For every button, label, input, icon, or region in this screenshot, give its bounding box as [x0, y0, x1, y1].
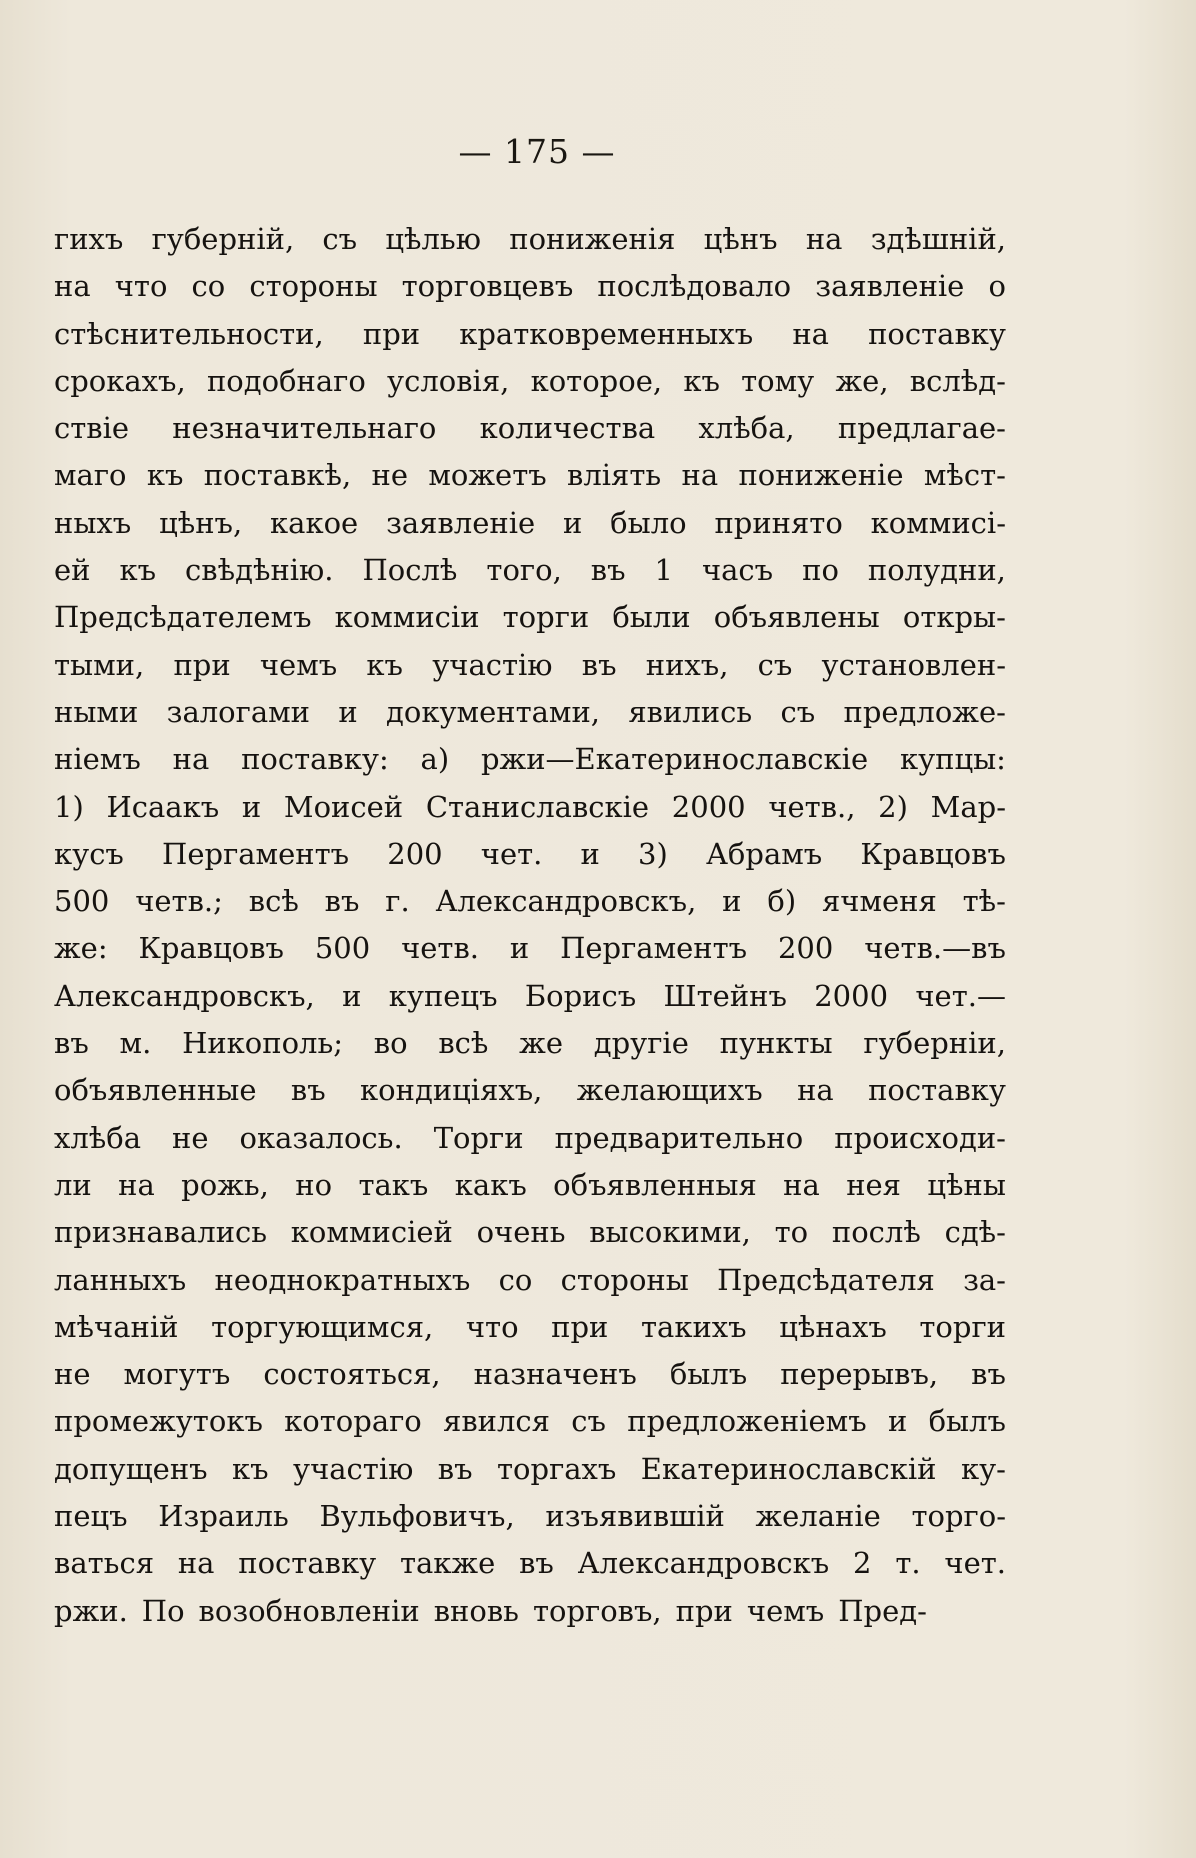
- word: на: [118, 1167, 155, 1202]
- word: маго: [54, 458, 127, 493]
- word: торгахъ: [497, 1451, 617, 1486]
- word: Моисей: [283, 789, 404, 824]
- word: мѣст-: [923, 458, 1006, 493]
- word: вліять: [567, 458, 662, 493]
- word: Пред-: [838, 1593, 927, 1628]
- word: объявлены: [713, 600, 880, 635]
- text-line: [54, 1209, 1006, 1256]
- word: Александровскъ,: [435, 884, 697, 919]
- word: Кравцовъ: [138, 931, 284, 966]
- word: промежутокъ: [54, 1404, 263, 1439]
- word: 500: [314, 931, 371, 966]
- word: состояться,: [263, 1357, 441, 1392]
- text-line: [54, 452, 1006, 499]
- word: 2: [853, 1546, 872, 1581]
- word: свѣдѣнію.: [185, 553, 334, 588]
- word: срокахъ,: [54, 363, 186, 398]
- word: здѣшній,: [870, 222, 1006, 256]
- word: торгующимся,: [211, 1309, 434, 1344]
- word: кондиціяхъ,: [360, 1073, 543, 1108]
- word: ржи—Екатеринославскіе: [480, 742, 869, 777]
- word: съ: [322, 222, 358, 256]
- word: что: [465, 1309, 519, 1344]
- word: Борисъ: [524, 978, 637, 1013]
- word: торго-: [911, 1499, 1006, 1534]
- word: ными: [54, 694, 139, 729]
- text-line: [54, 216, 1006, 263]
- word: во: [373, 1026, 408, 1061]
- word: на: [792, 316, 829, 351]
- word: Никополь;: [182, 1026, 344, 1061]
- word: съ: [757, 647, 793, 682]
- word: Пергаментъ: [560, 931, 748, 966]
- word: откры-: [902, 600, 1006, 635]
- word: на: [797, 1073, 834, 1108]
- word: предложе-: [843, 694, 1006, 729]
- body-text: [54, 216, 1006, 1635]
- word: мѣчаній: [54, 1309, 179, 1344]
- word: съ: [780, 694, 816, 729]
- word: признавались: [54, 1215, 268, 1250]
- word: кусъ: [54, 836, 124, 871]
- word: 500: [54, 884, 110, 919]
- text-line: [54, 1067, 1006, 1114]
- word: не: [172, 1120, 209, 1155]
- word: четв.: [401, 931, 480, 966]
- word: Вульфовичъ,: [319, 1499, 515, 1534]
- word: стѣснительности,: [54, 316, 324, 351]
- text-line: [54, 547, 1006, 594]
- text-line: [54, 594, 1006, 641]
- word: происходи-: [834, 1120, 1006, 1155]
- word: Александровскъ,: [54, 978, 315, 1013]
- text-line: [54, 1257, 1006, 1304]
- word: чет.: [944, 1546, 1006, 1581]
- word: Предсѣдателемъ: [54, 600, 312, 635]
- word: пункты: [719, 1026, 833, 1061]
- word: 1: [654, 553, 673, 588]
- word: при: [173, 647, 231, 682]
- word: поставку: [238, 1546, 377, 1581]
- word: неоднократныхъ: [214, 1262, 471, 1297]
- word: на: [783, 1167, 820, 1202]
- text-line: [54, 1115, 1006, 1162]
- word: желаніе: [755, 1499, 881, 1534]
- word: же: [519, 1026, 563, 1061]
- word: явились: [628, 694, 753, 729]
- word: но: [295, 1167, 333, 1202]
- word: изъявившій: [545, 1499, 725, 1534]
- text-line: [54, 1162, 1006, 1209]
- word: часъ: [701, 553, 774, 588]
- text-line: [54, 405, 1006, 452]
- word: ныхъ: [54, 505, 132, 540]
- word: По: [141, 1593, 185, 1628]
- word: цѣнахъ: [779, 1309, 887, 1344]
- word: поставкѣ,: [203, 458, 352, 493]
- word: было: [610, 505, 687, 540]
- word: же,: [835, 363, 889, 398]
- text-line: [54, 689, 1006, 736]
- word: купцы:: [899, 742, 1006, 777]
- word: другіе: [593, 1026, 689, 1061]
- word: хлѣба: [54, 1120, 142, 1155]
- word: а): [420, 742, 450, 777]
- word: цѣлью: [385, 222, 481, 256]
- word: рожь,: [181, 1167, 269, 1202]
- word: ячменя: [821, 884, 937, 919]
- word: оказалось.: [239, 1120, 403, 1155]
- word: какъ: [454, 1167, 527, 1202]
- word: установлен-: [821, 647, 1006, 682]
- text-line: [54, 736, 1006, 783]
- word: и: [722, 884, 742, 919]
- word: и: [241, 789, 262, 824]
- word: на: [172, 742, 210, 777]
- text-line: [54, 500, 1006, 547]
- text-line: [54, 1540, 1006, 1587]
- word: и: [580, 836, 600, 871]
- word: на: [805, 222, 843, 256]
- word: чет.: [480, 836, 543, 871]
- word: перерывъ,: [780, 1357, 939, 1392]
- word: и: [342, 978, 362, 1013]
- word: къ: [683, 363, 720, 398]
- word: вслѣд-: [909, 363, 1006, 398]
- word: и: [562, 505, 583, 540]
- word: Екатеринославскій: [640, 1451, 937, 1486]
- word: цѣнъ: [703, 222, 778, 256]
- word: Кравцовъ: [860, 836, 1006, 871]
- word: торги: [919, 1309, 1006, 1344]
- word: которое,: [530, 363, 663, 398]
- word: четв.—въ: [864, 931, 1006, 966]
- word: предложеніемъ: [627, 1404, 867, 1439]
- word: назначенъ: [473, 1357, 637, 1392]
- word: и: [887, 1404, 908, 1439]
- word: ланныхъ: [54, 1262, 187, 1297]
- word: заявленіе: [815, 269, 965, 304]
- word: предварительно: [554, 1120, 804, 1155]
- word: 200: [387, 836, 443, 871]
- word: при: [675, 1593, 733, 1628]
- word: явился: [443, 1404, 550, 1439]
- word: съ: [571, 1404, 606, 1439]
- word: заявленіе: [386, 505, 536, 540]
- word: м.: [119, 1026, 152, 1061]
- text-line: [54, 1446, 1006, 1493]
- word: ржи.: [54, 1593, 128, 1628]
- word: Абрамъ: [705, 836, 823, 871]
- text-line: [54, 1304, 1006, 1351]
- word: то: [774, 1215, 809, 1250]
- word: пецъ: [54, 1499, 128, 1534]
- word: цѣнъ,: [159, 505, 243, 540]
- word: того,: [486, 553, 562, 588]
- text-line: [54, 1588, 1006, 1635]
- word: Торги: [433, 1120, 524, 1155]
- word: полудни,: [867, 553, 1006, 588]
- word: Александровскъ: [577, 1546, 830, 1581]
- word: очень: [476, 1215, 566, 1250]
- word: четв.;: [135, 884, 223, 919]
- word: гихъ: [54, 222, 124, 256]
- word: чет.—: [915, 978, 1006, 1013]
- text-line: [54, 1398, 1006, 1445]
- word: 2000: [671, 789, 746, 824]
- word: ствіе: [54, 411, 130, 446]
- word: на: [177, 1546, 215, 1581]
- word: также: [399, 1546, 496, 1581]
- word: такихъ: [641, 1309, 747, 1344]
- word: 2000: [814, 978, 889, 1013]
- word: залогами: [166, 694, 310, 729]
- word: что: [114, 269, 168, 304]
- word: 3): [638, 836, 668, 871]
- word: въ: [971, 1357, 1006, 1392]
- word: поставку:: [241, 742, 389, 777]
- word: Пергаментъ: [162, 836, 350, 871]
- word: котораго: [284, 1404, 422, 1439]
- word: въ: [54, 1026, 89, 1061]
- word: объявленныя: [553, 1167, 757, 1202]
- word: нихъ,: [645, 647, 729, 682]
- word: не: [54, 1357, 91, 1392]
- word: коммисіи: [334, 600, 480, 635]
- word: Мар-: [930, 789, 1006, 824]
- word: коммисі-: [870, 505, 1006, 540]
- text-line: [54, 1351, 1006, 1398]
- word: возобновленіи: [198, 1593, 420, 1628]
- word: были: [612, 600, 691, 635]
- word: чемъ: [259, 647, 338, 682]
- word: поставку: [868, 1073, 1006, 1108]
- word: 2): [878, 789, 908, 824]
- word: нея: [846, 1167, 901, 1202]
- word: торги: [502, 600, 590, 635]
- text-line: [54, 642, 1006, 689]
- word: кратковременныхъ: [459, 316, 754, 351]
- word: и: [338, 694, 358, 729]
- word: къ: [119, 553, 157, 588]
- word: ли: [54, 1167, 92, 1202]
- word: ніемъ: [54, 742, 141, 777]
- word: въ: [519, 1546, 554, 1581]
- word: поставку: [868, 316, 1006, 351]
- word: былъ: [928, 1404, 1006, 1439]
- word: со: [191, 269, 226, 304]
- text-line: [54, 358, 1006, 405]
- word: всѣ: [248, 884, 299, 919]
- word: б): [767, 884, 797, 919]
- word: по: [802, 553, 839, 588]
- word: не: [371, 458, 409, 493]
- word: на: [54, 269, 91, 304]
- word: предлагае-: [837, 411, 1006, 446]
- word: подобнаго: [206, 363, 366, 398]
- text-line: [54, 831, 1006, 878]
- text-line: [54, 784, 1006, 831]
- word: послѣдовало: [597, 269, 792, 304]
- word: пониженіе: [738, 458, 904, 493]
- word: былъ: [669, 1357, 748, 1392]
- word: можетъ: [428, 458, 547, 493]
- word: Израиль: [158, 1499, 289, 1534]
- word: могутъ: [123, 1357, 231, 1392]
- word: ей: [54, 553, 91, 588]
- word: сдѣ-: [944, 1215, 1006, 1250]
- word: участію: [293, 1451, 414, 1486]
- word: къ: [146, 458, 184, 493]
- text-line: [54, 311, 1006, 358]
- word: высокими,: [589, 1215, 751, 1250]
- word: участію: [432, 647, 553, 682]
- word: т.: [895, 1546, 921, 1581]
- word: на: [681, 458, 719, 493]
- word: стороны: [560, 1262, 689, 1297]
- word: за-: [963, 1262, 1006, 1297]
- word: въ: [581, 647, 617, 682]
- word: пониженія: [509, 222, 676, 256]
- word: ваться: [54, 1546, 154, 1581]
- word: какое: [270, 505, 359, 540]
- word: при: [362, 316, 421, 351]
- text-line: [54, 1493, 1006, 1540]
- word: стороны: [249, 269, 378, 304]
- text-line: [54, 263, 1006, 310]
- word: чемъ: [746, 1593, 825, 1628]
- word: ку-: [960, 1451, 1006, 1486]
- word: купецъ: [388, 978, 498, 1013]
- word: незначительнаго: [172, 411, 437, 446]
- word: тому: [741, 363, 815, 398]
- word: г.: [385, 884, 410, 919]
- word: губерніи,: [863, 1026, 1006, 1061]
- word: принято: [714, 505, 843, 540]
- word: въ: [590, 553, 626, 588]
- word: къ: [366, 647, 403, 682]
- word: документами,: [386, 694, 601, 729]
- word: четв.,: [768, 789, 856, 824]
- word: въ: [290, 1073, 326, 1108]
- word: 1): [54, 789, 84, 824]
- word: Станиславскіе: [425, 789, 650, 824]
- word: объявленные: [54, 1073, 257, 1108]
- word: тыми,: [54, 647, 145, 682]
- text-line: [54, 878, 1006, 925]
- word: коммисіей: [290, 1215, 453, 1250]
- word: со: [498, 1262, 533, 1297]
- word: количества: [479, 411, 656, 446]
- word: Штейнъ: [663, 978, 787, 1013]
- word: послѣ: [831, 1215, 921, 1250]
- word: всѣ: [438, 1026, 489, 1061]
- word: торговцевъ: [401, 269, 574, 304]
- word: желающихъ: [576, 1073, 763, 1108]
- text-line: [54, 1020, 1006, 1067]
- word: цѣны: [927, 1167, 1006, 1202]
- word: Исаакъ: [106, 789, 220, 824]
- word: при: [551, 1309, 609, 1344]
- word: условія,: [387, 363, 510, 398]
- word: хлѣба,: [698, 411, 795, 446]
- word: допущенъ: [54, 1451, 208, 1486]
- word: такъ: [358, 1167, 429, 1202]
- word: 200: [777, 931, 834, 966]
- word: губерній,: [151, 222, 295, 256]
- word: о: [988, 269, 1006, 304]
- word: вновь: [433, 1593, 519, 1628]
- word: въ: [437, 1451, 473, 1486]
- word: торговъ,: [532, 1593, 662, 1628]
- word: Послѣ: [362, 553, 458, 588]
- word: и: [509, 931, 530, 966]
- page-number: — 175 —: [458, 132, 616, 171]
- word: къ: [232, 1451, 269, 1486]
- word: же:: [54, 931, 108, 966]
- word: въ: [324, 884, 360, 919]
- text-line: [54, 973, 1006, 1020]
- word: тѣ-: [962, 884, 1006, 919]
- word: Предсѣдателя: [717, 1262, 935, 1297]
- text-line: [54, 925, 1006, 972]
